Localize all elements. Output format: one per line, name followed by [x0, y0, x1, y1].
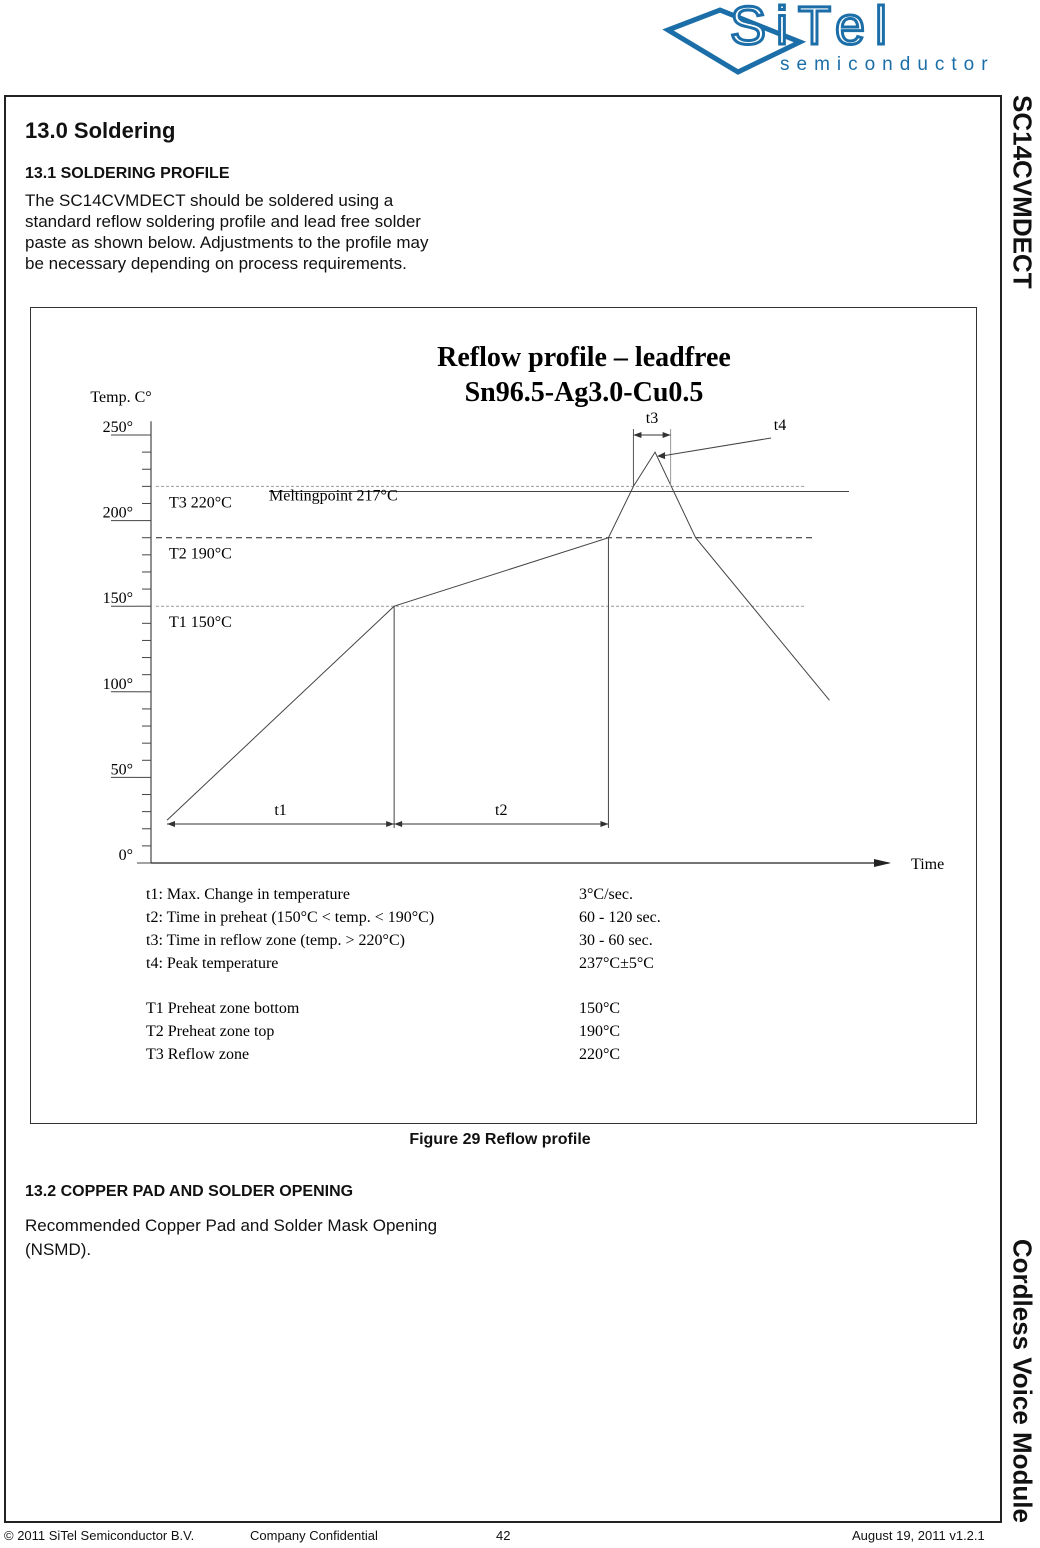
section-heading: 13.0 Soldering: [25, 118, 176, 143]
subsection-heading-copper-pad: 13.2 COPPER PAD AND SOLDER OPENING: [25, 1183, 354, 1200]
interval-arrow-head: [386, 821, 394, 827]
spec-value: 237°C±5°C: [579, 955, 654, 972]
footer-date-version: August 19, 2011 v1.2.1: [852, 1528, 985, 1543]
x-axis-label: Time: [911, 856, 945, 873]
x-axis-arrow: [874, 859, 891, 867]
paragraph-line: Recommended Copper Pad and Solder Mask Opening: [25, 1216, 438, 1235]
peak-pointer-line: [661, 438, 771, 456]
spec-value: 190°C: [579, 1023, 621, 1040]
paragraph-line: paste as shown below. Adjustments to the profile may: [25, 233, 429, 252]
paragraph-line: be necessary depending on process requirements.: [25, 254, 407, 273]
spec-label: t2: Time in preheat (150°C < temp. < 190°C): [146, 909, 435, 926]
interval-label-t2: t2: [495, 802, 508, 819]
interval-label-t3: t3: [645, 410, 659, 427]
reflow-profile-chart: [31, 308, 976, 1123]
y-tick-label: 100°: [102, 675, 133, 693]
y-tick-label: 250°: [102, 419, 133, 436]
spec-label: t1: Max. Change in temperature: [146, 886, 350, 903]
chart-title: Reflow profile – leadfree: [437, 342, 731, 373]
side-product-name: SC14CVMDECT: [1007, 95, 1037, 289]
paragraph-line: (NSMD).: [25, 1240, 92, 1259]
chart-subtitle: Sn96.5-Ag3.0-Cu0.5: [464, 377, 704, 408]
paragraph-line: standard reflow soldering profile and lead free solder: [25, 212, 421, 231]
spec-label: T1 Preheat zone bottom: [146, 1000, 300, 1017]
logo-brand-text: SiTel: [730, 0, 898, 56]
spec-label: t4: Peak temperature: [146, 955, 279, 972]
sitel-logo: [650, 0, 1030, 80]
y-tick-label: 200°: [102, 504, 133, 522]
side-description: Cordless Voice Module: [1007, 1238, 1037, 1523]
y-axis-label: Temp. C°: [90, 389, 152, 406]
subsection-heading-profile: 13.1 SOLDERING PROFILE: [25, 165, 230, 182]
logo-tagline: semiconductor: [780, 54, 995, 75]
interval-arrow-head: [600, 821, 608, 827]
y-tick-label: 50°: [110, 761, 133, 779]
spec-value: 220°C: [579, 1046, 621, 1063]
reference-label-melting: Meltingpoint 217°C: [269, 487, 398, 505]
spec-value: 3°C/sec.: [579, 886, 633, 903]
reference-label-t3: T3 220°C: [169, 494, 232, 512]
peak-label-t4: t4: [773, 417, 787, 434]
spec-label: T2 Preheat zone top: [146, 1023, 275, 1040]
spec-value: 60 - 120 sec.: [579, 909, 661, 926]
y-tick-label: 0°: [118, 847, 133, 864]
interval-arrow-head: [167, 821, 175, 827]
interval-arrow-head: [394, 821, 402, 827]
spec-label: T3 Reflow zone: [146, 1046, 250, 1063]
copper-pad-paragraph: [25, 1214, 495, 1262]
interval-label-t1: t1: [274, 802, 287, 819]
footer-copyright: © 2011 SiTel Semiconductor B.V.: [4, 1528, 195, 1543]
reference-label-t2: T2 190°C: [169, 545, 232, 563]
figure-caption: Figure 29 Reflow profile: [409, 1131, 591, 1148]
footer-page-number: 42: [496, 1528, 511, 1543]
profile-paragraph: [25, 190, 495, 274]
y-tick-label: 150°: [102, 590, 133, 608]
footer-confidential: Company Confidential: [250, 1528, 378, 1543]
profile-line: [167, 452, 829, 820]
spec-label: t3: Time in reflow zone (temp. > 220°C): [146, 932, 405, 949]
reference-label-t1: T1 150°C: [169, 614, 232, 632]
paragraph-line: The SC14CVMDECT should be soldered using a: [25, 191, 394, 210]
spec-value: 30 - 60 sec.: [579, 932, 653, 949]
interval-arrow-head: [633, 432, 641, 438]
reflow-chart-box: [30, 307, 977, 1124]
spec-value: 150°C: [579, 1000, 621, 1017]
interval-arrow-head: [663, 432, 671, 438]
side-banner: [1003, 95, 1040, 1523]
